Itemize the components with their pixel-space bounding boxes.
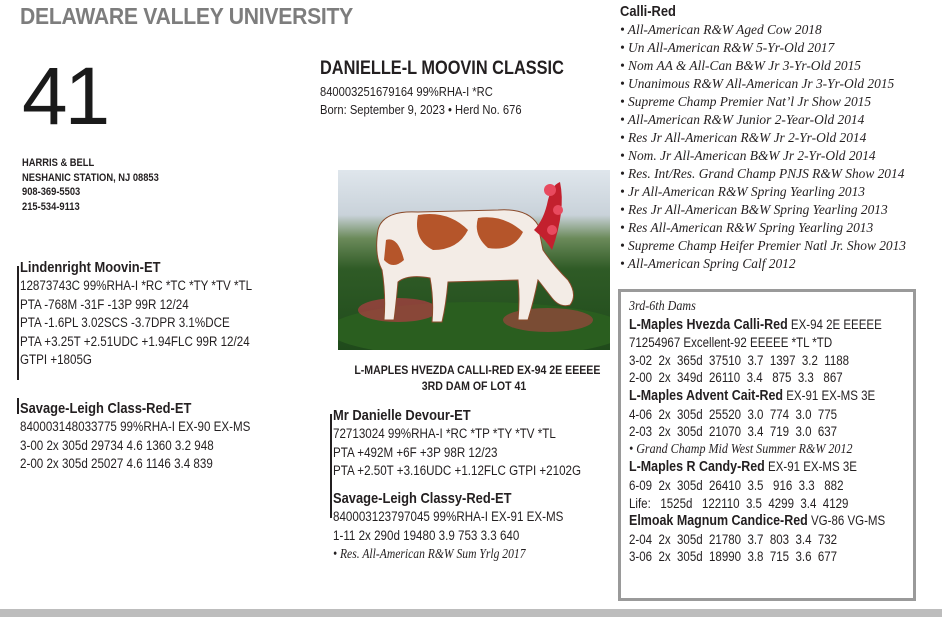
awards-list: [620, 3, 906, 273]
dam-3-reg: 71254967 Excellent-92 EEEEE *TL *TD: [629, 335, 833, 351]
sire-dam-line-1: 840003148033775 99%RHA-I EX-90 EX-MS: [20, 419, 251, 435]
owner-phone-2: 215-534-9113: [22, 200, 80, 213]
dam-6-name: Elmoak Magnum Candice-Red: [629, 513, 808, 530]
cow-illustration: [338, 170, 610, 350]
animal-name: DANIELLE-L MOOVIN CLASSIC: [320, 58, 564, 79]
dams-heading: 3rd-6th Dams: [629, 299, 696, 314]
owner-address: NESHANIC STATION, NJ 08853: [22, 171, 159, 184]
dam-sire-line-3: PTA +2.50T +3.16UDC +1.12FLC GTPI +2102G: [333, 463, 582, 479]
dam-5-record-2: Life: 1525d 122110 3.5 4299 3.4 4129: [629, 495, 849, 511]
dam-6-record-2: 3-06 2x 305d 18990 3.8 715 3.6 677: [629, 549, 838, 565]
dam-3-class: EX-94 2E EEEEE: [787, 316, 882, 332]
sire-line-1: 12873743C 99%RHA-I *RC *TC *TY *TV *TL: [20, 278, 253, 294]
award-item: • Nom. Jr All-American B&W Jr 2-Yr-Old 2014: [620, 147, 906, 165]
dam-sire-block: [333, 407, 581, 481]
owner-contact: [22, 156, 159, 214]
sire-bracket: [17, 266, 19, 380]
sire-block: [20, 259, 252, 369]
dam-5-name: L-Maples R Candy-Red: [629, 459, 765, 476]
photo-caption-line-2: 3RD DAM OF LOT 41: [421, 379, 527, 393]
dam-sire-line-2: PTA +492M +6F +3P 98R 12/23: [333, 444, 498, 460]
lot-number: 41: [22, 51, 108, 142]
dam-award: • Res. All-American R&W Sum Yrlg 2017: [333, 546, 526, 562]
dam-4-award: • Grand Champ Mid West Summer R&W 2012: [629, 441, 853, 457]
award-item: • All-American R&W Aged Cow 2018: [620, 21, 906, 39]
sire-dam-line-3: 2-00 2x 305d 25027 4.6 1146 3.4 839: [20, 456, 213, 472]
sire-line-5: GTPI +1805G: [20, 352, 92, 368]
award-item: • Res Jr All-American B&W Spring Yearling 2013: [620, 201, 906, 219]
award-item: • Supreme Champ Premier Nat’l Jr Show 2015: [620, 93, 906, 111]
award-item: • Unanimous R&W All-American Jr 3-Yr-Old 2015: [620, 75, 906, 93]
owner-name: HARRIS & BELL: [22, 157, 95, 169]
dam-6-record-1: 2-04 2x 305d 21780 3.7 803 3.4 732: [629, 531, 838, 547]
animal-born: Born: September 9, 2023 • Herd No. 676: [320, 102, 522, 117]
dam-3-record-1: 3-02 2x 365d 37510 3.7 1397 3.2 1188: [629, 352, 850, 368]
animal-registration-block: [320, 83, 522, 119]
sire-dam-line-2: 3-00 2x 305d 29734 4.6 1360 3.2 948: [20, 437, 214, 453]
dam-5-class: EX-91 EX-MS 3E: [764, 459, 857, 475]
award-item: • Res Jr All-American R&W Jr 2-Yr-Old 2014: [620, 129, 906, 147]
dam-4-name: L-Maples Advent Cait-Red: [629, 387, 784, 404]
award-item: • Res. Int/Res. Grand Champ PNJS R&W Show 2014: [620, 165, 906, 183]
photo-caption-line-1: L-MAPLES HVEZDA CALLI-RED EX-94 2E EEEEE: [354, 363, 601, 377]
dam-line-2: 1-11 2x 290d 19480 3.9 753 3.3 640: [333, 527, 520, 543]
cow-photo: [338, 170, 610, 350]
award-item: • All-American R&W Junior 2-Year-Old 2014: [620, 111, 906, 129]
award-item: • Un All-American R&W 5-Yr-Old 2017: [620, 39, 906, 57]
dam-4-record-1: 4-06 2x 305d 25520 3.0 774 3.0 775: [629, 406, 838, 422]
owner-phone-1: 908-369-5503: [22, 186, 81, 198]
dams-content: [629, 298, 885, 566]
awards-heading: Calli-Red: [620, 3, 676, 20]
university-name: DELAWARE VALLEY UNIVERSITY: [20, 3, 353, 29]
award-item: • Nom AA & All-Can B&W Jr 3-Yr-Old 2015: [620, 57, 906, 75]
sire-line-3: PTA -1.6PL 3.02SCS -3.7DPR 3.1%DCE: [20, 315, 230, 331]
photo-caption: [354, 362, 601, 394]
dam-line-1: 840003123797045 99%RHA-I EX-91 EX-MS: [333, 509, 564, 525]
dam-sire-name: Mr Danielle Devour-ET: [333, 407, 471, 424]
award-item: • Res All-American R&W Spring Yearling 2013: [620, 219, 906, 237]
sire-line-2: PTA -768M -31F -13P 99R 12/24: [20, 296, 189, 312]
dam-name: Savage-Leigh Classy-Red-ET: [333, 490, 512, 507]
sire-name: Lindenright Moovin-ET: [20, 259, 161, 276]
dams-box: [618, 289, 916, 601]
sire-dam-bracket: [17, 398, 19, 414]
footer-rule: [0, 609, 942, 617]
animal-registration: 840003251679164 99%RHA-I *RC: [320, 84, 493, 99]
sire-line-4: PTA +3.25T +2.51UDC +1.94FLC 99R 12/24: [20, 333, 250, 349]
award-item: • All-American Spring Calf 2012: [620, 255, 906, 273]
dam-4-record-2: 2-03 2x 305d 21070 3.4 719 3.0 637: [629, 424, 838, 440]
dam-3-name: L-Maples Hvezda Calli-Red: [629, 316, 788, 333]
award-item: • Supreme Champ Heifer Premier Natl Jr. Show 2013: [620, 237, 906, 255]
sire-dam-name: Savage-Leigh Class-Red-ET: [20, 400, 192, 417]
award-item: • Jr All-American R&W Spring Yearling 2013: [620, 183, 906, 201]
sire-dam-block: [20, 400, 250, 474]
dam-5-record-1: 6-09 2x 305d 26410 3.5 916 3.3 882: [629, 477, 844, 493]
dam-block: [333, 490, 563, 564]
dam-3-record-2: 2-00 2x 349d 26110 3.4 875 3.3 867: [629, 370, 843, 386]
dam-bracket: [330, 414, 332, 518]
dam-4-class: EX-91 EX-MS 3E: [783, 387, 876, 403]
dam-sire-line-1: 72713024 99%RHA-I *RC *TP *TY *TV *TL: [333, 426, 556, 442]
dam-6-class: VG-86 VG-MS: [807, 513, 886, 529]
